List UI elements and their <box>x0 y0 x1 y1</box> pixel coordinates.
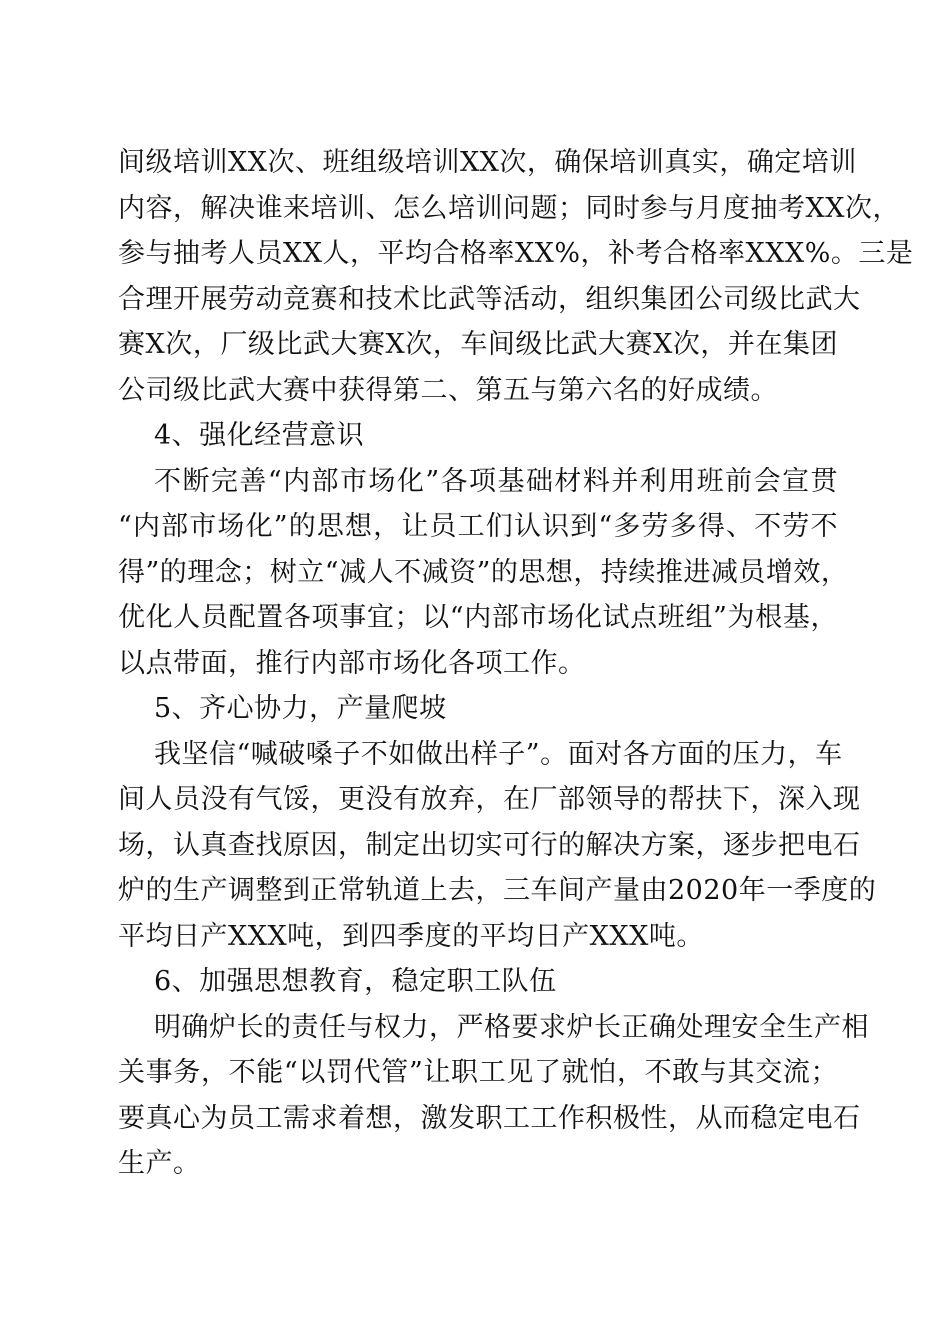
section-heading: 6、加强思想教育，稳定职工队伍 <box>154 966 557 997</box>
text-line: 生产。 <box>118 1148 201 1179</box>
text-line: 关事务，不能“以罚代管”让职工见了就怕，不敢与其交流； <box>118 1057 838 1088</box>
text-line: 得”的理念；树立“减人不减资”的思想，持续推进减员增效， <box>118 556 849 588</box>
text-line: 公司级比武大赛中获得第二、第五与第六名的好成绩。 <box>118 374 778 406</box>
section-heading: 5、齐心协力，产量爬坡 <box>154 693 447 724</box>
document-body <box>118 140 914 1187</box>
paragraph-first-line: 不断完善“内部市场化”各项基础材料并利用班前会宣贯 <box>154 465 838 497</box>
text-line: 赛X次，厂级比武大赛X次，车间级比武大赛X次，并在集团 <box>118 329 838 360</box>
text-line: 要真心为员工需求着想，激发职工工作积极性，从而稳定电石 <box>118 1102 861 1134</box>
text-line: 参与抽考人员XX人，平均合格率XX%，补考合格率XXX%。三是 <box>118 238 914 269</box>
text-line: 间级培训XX次、班组级培训XX次，确保培训真实，确定培训 <box>118 147 857 178</box>
text-line: 优化人员配置各项事宜；以“内部市场化试点班组”为根基， <box>118 602 838 633</box>
text-line: 平均日产XXX吨，到四季度的平均日产XXX吨。 <box>118 920 704 952</box>
text-line: 间人员没有气馁，更没有放弃，在厂部领导的帮扶下，深入现 <box>118 784 861 815</box>
paragraph-first-line: 我坚信“喊破嗓子不如做出样子”。面对各方面的压力，车 <box>154 738 843 770</box>
text-line: 场，认真查找原因，制定出切实可行的解决方案，逐步把电石 <box>118 829 861 861</box>
text-line: 内容，解决谁来培训、怎么培训问题；同时参与月度抽考XX次， <box>118 192 900 224</box>
text-line: “内部市场化”的思想，让员工们认识到“多劳多得、不劳不 <box>118 511 838 542</box>
text-line: 以点带面，推行内部市场化各项工作。 <box>118 647 586 679</box>
text-line: 合理开展劳动竞赛和技术比武等活动，组织集团公司级比武大 <box>118 283 861 315</box>
paragraph-first-line: 明确炉长的责任与权力，严格要求炉长正确处理安全生产相 <box>154 1011 869 1043</box>
section-heading: 4、强化经营意识 <box>154 420 365 451</box>
text-line: 炉的生产调整到正常轨道上去，三车间产量由2020年一季度的 <box>118 875 877 906</box>
